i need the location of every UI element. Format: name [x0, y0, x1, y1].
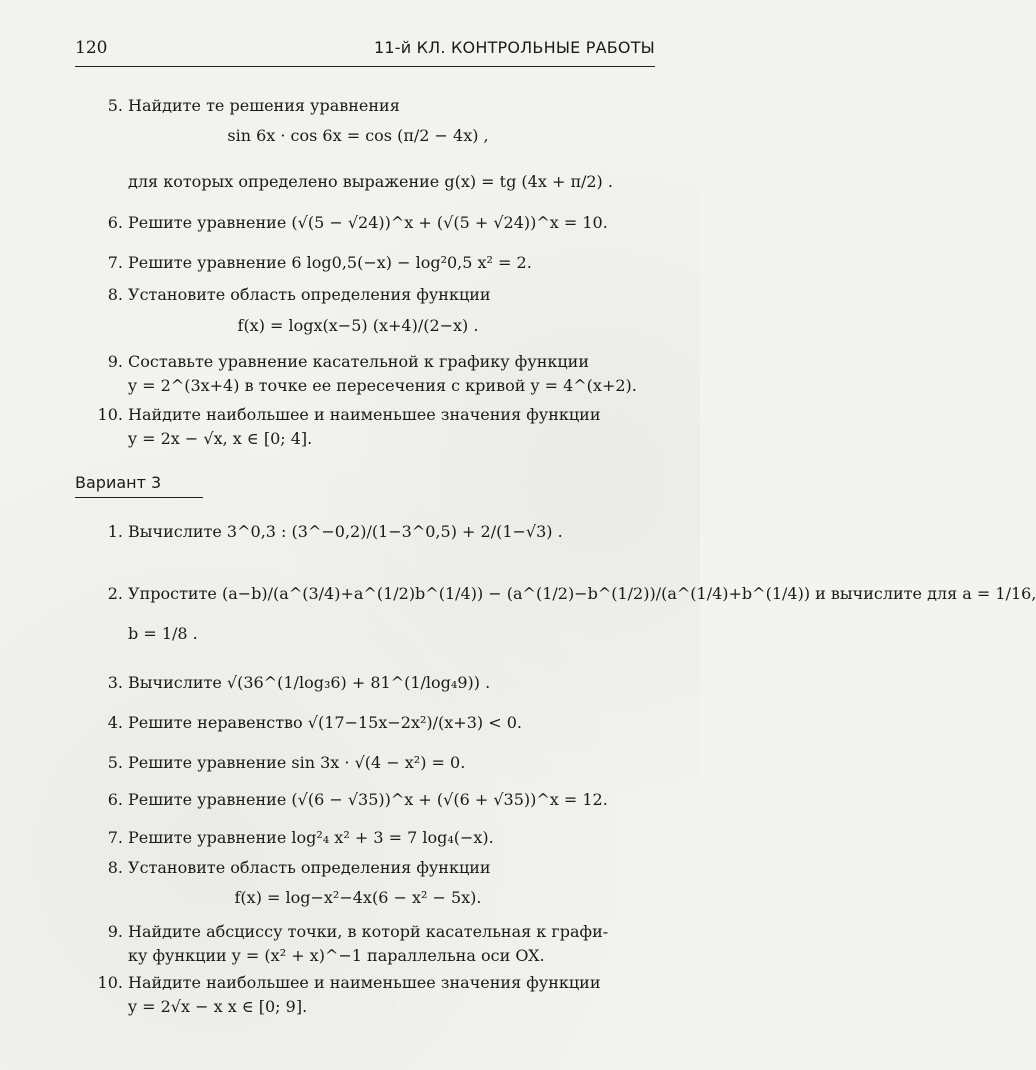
exercise-text: Составьте уравнение касательной к графику функции: [128, 352, 590, 371]
exercise-number: 8.: [107, 285, 123, 304]
exercise-line: b = 1/8 .: [128, 624, 198, 643]
exercise-line: ку функции y = (x² + x)^−1 параллельна оси OX.: [128, 946, 545, 965]
exercise-line: для которых определено выражение g(x) = tg (4x + π/2) .: [128, 172, 613, 191]
exercise-9: [90, 350, 660, 374]
exercise-number: 5.: [107, 96, 123, 115]
exercise-text: Решите уравнение 6 log0,5(−x) − log²0,5 x² = 2.: [128, 253, 532, 272]
variant-exercise-1: [90, 520, 660, 544]
formula-line: sin 6x · cos 6x = cos (π/2 − 4x) ,: [227, 126, 489, 145]
exercise-text: Найдите наибольшее и наименьшее значения функции: [128, 405, 601, 424]
variant-exercise-2: [90, 582, 1036, 606]
exercise-line: y = 2^(3x+4) в точке ее пересечения с кривой y = 4^(x+2).: [128, 376, 637, 395]
exercise-number: 4.: [107, 713, 123, 732]
variant-exercise-5: [90, 751, 660, 775]
exercise-number: 1.: [107, 522, 123, 541]
variant-exercise-8: [90, 856, 660, 880]
variant-heading: Вариант 3: [75, 470, 203, 498]
exercise-number: 6.: [107, 213, 123, 232]
exercise-number: 3.: [107, 673, 123, 692]
exercise-text: Решите уравнение (√(5 − √24))^x + (√(5 + √24))^x = 10.: [128, 213, 608, 232]
exercise-text: Вычислите 3^0,3 : (3^−0,2)/(1−3^0,5) + 2/(1−√3) .: [128, 522, 563, 541]
exercise-text: Установите область определения функции: [128, 858, 491, 877]
exercise-number: 8.: [107, 858, 123, 877]
page-header: [75, 38, 655, 67]
exercise-7: [90, 251, 660, 275]
exercise-5: [90, 94, 660, 118]
exercise-number: 7.: [107, 828, 123, 847]
exercise-number: 7.: [107, 253, 123, 272]
variant-exercise-4: [90, 711, 660, 735]
exercise-10: [90, 403, 660, 427]
exercise-number: 10.: [97, 973, 123, 992]
exercise-text: Найдите наибольшее и наименьшее значения функции: [128, 973, 601, 992]
exercise-6: [90, 211, 660, 235]
exercise-text: Решите уравнение (√(6 − √35))^x + (√(6 + √35))^x = 12.: [128, 790, 608, 809]
variant-exercise-3: [90, 671, 660, 695]
formula-line: f(x) = log−x²−4x(6 − x² − 5x).: [234, 888, 482, 907]
exercise-text: Вычислите √(36^(1/log₃6) + 81^(1/log₄9)) .: [128, 673, 491, 692]
exercise-line: y = 2√x − x x ∈ [0; 9].: [128, 997, 308, 1016]
exercise-number: 5.: [107, 753, 123, 772]
exercise-text: Найдите абсциссу точки, в которй касательная к графи-: [128, 922, 609, 941]
exercise-line: y = 2x − √x, x ∈ [0; 4].: [128, 429, 313, 448]
exercise-text: Установите область определения функции: [128, 285, 491, 304]
variant-exercise-10: [90, 971, 660, 995]
exercise-text: Решите уравнение log²₄ x² + 3 = 7 log₄(−x).: [128, 828, 494, 847]
formula-line: f(x) = logx(x−5) (x+4)/(2−x) .: [237, 316, 479, 335]
exercise-number: 9.: [107, 352, 123, 371]
exercise-text: Найдите те решения уравнения: [128, 96, 400, 115]
exercise-number: 9.: [107, 922, 123, 941]
exercise-text: Решите уравнение sin 3x · √(4 − x²) = 0.: [128, 753, 466, 772]
exercise-8: [90, 283, 660, 307]
page-number: 120: [75, 38, 108, 58]
running-title: 11-й КЛ. КОНТРОЛЬНЫЕ РАБОТЫ: [374, 38, 655, 57]
variant-exercise-9: [90, 920, 660, 944]
variant-exercise-7: [90, 826, 660, 850]
exercise-text: Упростите (a−b)/(a^(3/4)+a^(1/2)b^(1/4)) − (a^(1/2)−b^(1/2))/(a^(1/4)+b^(1/4)) и вычислите для a = 1/16,: [128, 584, 1036, 603]
exercise-number: 2.: [107, 584, 123, 603]
exercise-text: Решите неравенство √(17−15x−2x²)/(x+3) < 0.: [128, 713, 522, 732]
variant-exercise-6: [90, 788, 660, 812]
exercise-number: 6.: [107, 790, 123, 809]
exercise-number: 10.: [97, 405, 123, 424]
